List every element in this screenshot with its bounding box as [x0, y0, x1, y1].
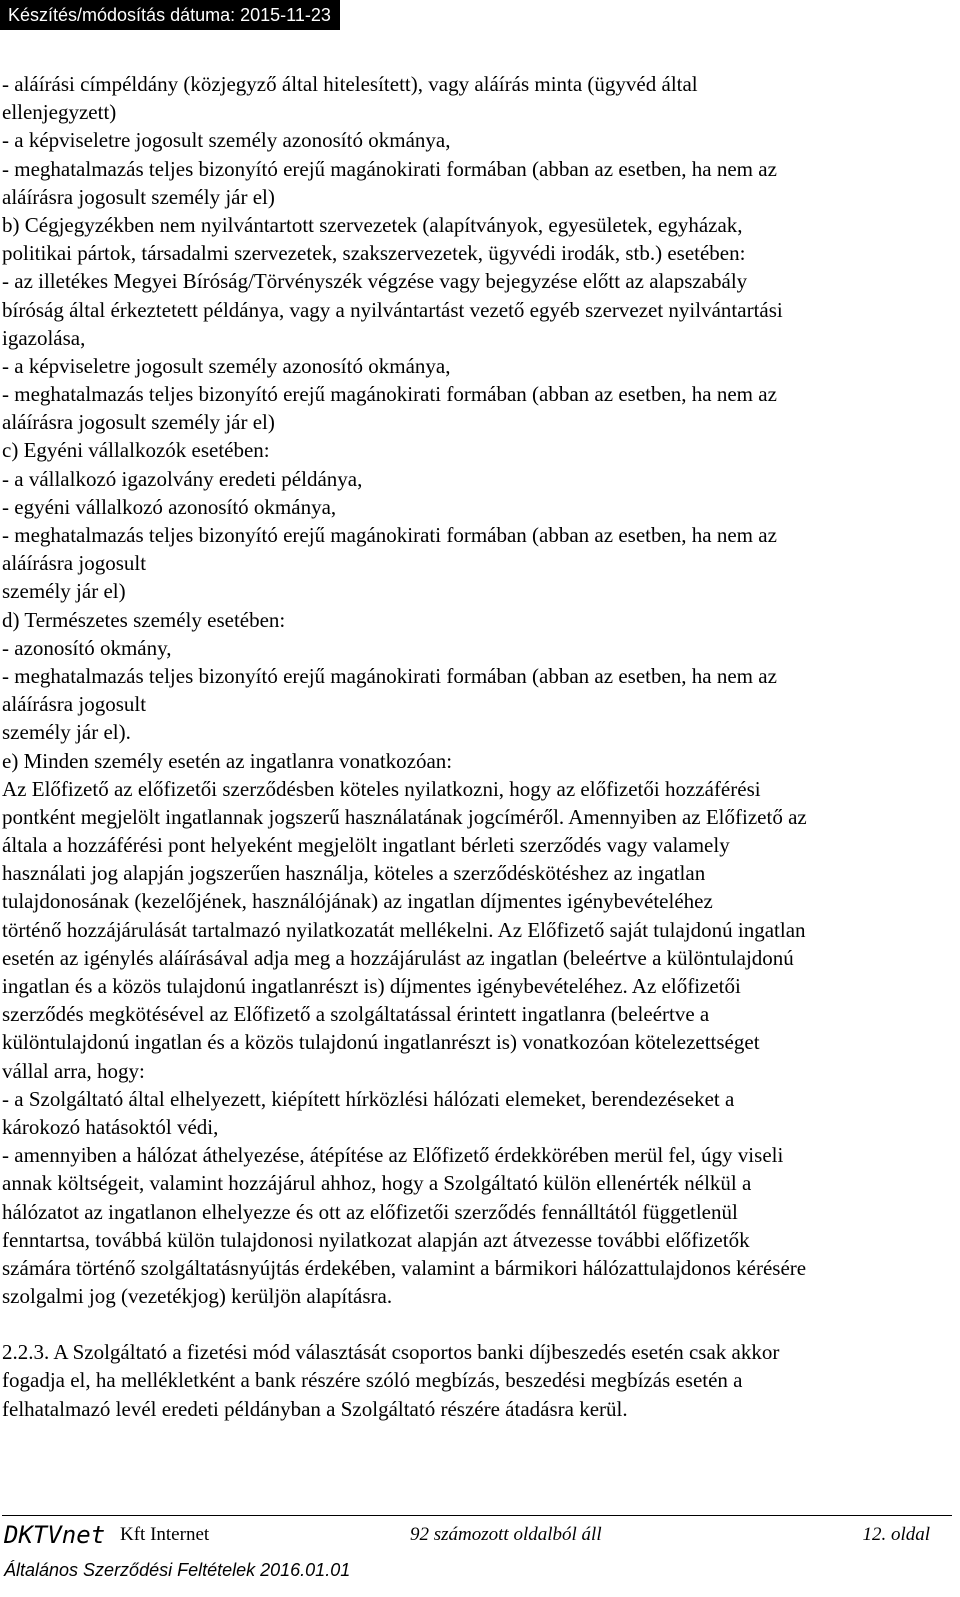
text-line: pontként megjelölt ingatlannak jogszerű használatának jogcíméről. Amennyiben az Előfizető az: [2, 804, 807, 829]
text-line: - a képviseletre jogosult személy azonosító okmánya,: [2, 128, 451, 153]
text-line: aláírásra jogosult: [2, 551, 147, 576]
text-line: esetén az igénylés aláírásával adja meg a hozzájárulást az ingatlan (beleértve a különtulajdonú: [2, 945, 794, 970]
text-line: annak költségeit, valamint hozzájárul ahhoz, hogy a Szolgáltató külön ellenérték nélkül a: [2, 1171, 752, 1196]
footer-divider: [2, 1515, 952, 1516]
text-line: igazolása,: [2, 325, 86, 350]
text-line: - meghatalmazás teljes bizonyító erejű magánokirati formában (abban az esetben, ha nem az: [2, 382, 777, 407]
text-line: - egyéni vállalkozó azonosító okmánya,: [2, 494, 337, 519]
brand-logo-text: DKTVnet: [4, 1521, 106, 1549]
text-line: különtulajdonú ingatlan és a közös tulajdonú ingatlanrészt is) vonatkozóan kötelezettséget: [2, 1030, 760, 1055]
text-line: személy jár el): [2, 579, 126, 604]
text-line: c) Egyéni vállalkozók esetében:: [2, 438, 270, 463]
page-count-label: 92 számozott oldalból áll: [410, 1524, 602, 1545]
text-line: - meghatalmazás teljes bizonyító erejű magánokirati formában (abban az esetben, ha nem az: [2, 663, 777, 688]
text-line: 2.2.3. A Szolgáltató a fizetési mód választását csoportos banki díjbeszedés esetén csak akkor: [2, 1340, 780, 1365]
text-line: számára történő szolgáltatásnyújtás érdekében, valamint a bármikori hálózattulajdonos kérésére: [2, 1255, 807, 1280]
text-line: d) Természetes személy esetében:: [2, 607, 286, 632]
text-line: Az Előfizető az előfizetői szerződésben köteles nyilatkozni, hogy az előfizetői hozzáférési: [2, 776, 761, 801]
paragraph-spacer: [2, 1310, 954, 1338]
text-line: történő hozzájárulását tartalmazó nyilatkozatát mellékelni. Az Előfizető saját tulajdonú ingatlan: [2, 917, 806, 942]
text-line: - meghatalmazás teljes bizonyító erejű magánokirati formában (abban az esetben, ha nem az: [2, 156, 777, 181]
text-line: tulajdonosának (kezelőjének, használójának) az ingatlan díjmentes igénybevételéhez: [2, 889, 713, 914]
company-label: Kft Internet: [120, 1524, 210, 1545]
text-line: vállal arra, hogy:: [2, 1058, 145, 1083]
page-number: 12. oldal: [862, 1524, 930, 1545]
text-line: aláírásra jogosult: [2, 692, 147, 717]
text-line: hálózatot az ingatlanon elhelyezze és ott az előfizetői szerződés fennálltától függetlenül: [2, 1199, 738, 1224]
text-line: - amennyiben a hálózat áthelyezése, átépítése az Előfizető érdekkörében merül fel, úgy viseli: [2, 1143, 784, 1168]
text-line: szolgalmi jog (vezetékjog) kerüljön alapításra.: [2, 1284, 393, 1309]
text-line: - meghatalmazás teljes bizonyító erejű magánokirati formában (abban az esetben, ha nem az: [2, 523, 777, 547]
text-line: szerződés megkötésével az Előfizető a szolgáltatással érintett ingatlanra (beleértve a: [2, 1002, 710, 1027]
document-body: [2, 70, 954, 1423]
text-line: - a képviseletre jogosult személy azonosító okmánya,: [2, 353, 451, 378]
creation-date-banner: Készítés/módosítás dátuma: 2015-11-23: [0, 0, 340, 30]
text-line: politikai pártok, társadalmi szervezetek, szakszervezetek, ügyvédi irodák, stb.) esetében:: [2, 241, 746, 266]
text-line: fogadja el, ha mellékletként a bank részére szóló megbízás, beszedési megbízás esetén a: [2, 1368, 743, 1393]
text-line: aláírásra jogosult személy jár el): [2, 184, 275, 209]
text-line: fenntartsa, továbbá külön tulajdonosi nyilatkozat alapján azt átvezesse további előfizetők: [2, 1227, 750, 1252]
text-line: bíróság által érkeztetett példánya, vagy a nyilvántartást vezető egyéb szervezet nyilvántartási: [2, 297, 783, 322]
text-line: - azonosító okmány,: [2, 635, 172, 660]
page-footer: [0, 1518, 960, 1552]
document-title-footer: Általános Szerződési Feltételek 2016.01.01: [4, 1560, 351, 1580]
text-line: aláírásra jogosult személy jár el): [2, 410, 275, 435]
text-line: használati jog alapján jogszerűen használja, köteles a szerződéskötéshez az ingatlan: [2, 861, 706, 886]
paragraph-section-2-2-3: [2, 1338, 954, 1423]
text-line: ellenjegyzett): [2, 100, 117, 125]
text-line: - az illetékes Megyei Bíróság/Törvényszék végzése vagy bejegyzése előtt az alapszabály: [2, 269, 748, 294]
text-line: személy jár el).: [2, 720, 131, 745]
paragraph-requirements: [2, 70, 954, 1310]
text-line: - aláírási címpéldány (közjegyző által hitelesített), vagy aláírás minta (ügyvéd által: [2, 72, 698, 96]
text-line: b) Cégjegyzékben nem nyilvántartott szervezetek (alapítványok, egyesületek, egyházak,: [2, 212, 743, 237]
text-line: e) Minden személy esetén az ingatlanra vonatkozóan:: [2, 748, 453, 773]
text-line: általa a hozzáférési pont helyeként megjelölt ingatlant bérleti szerződés vagy valamely: [2, 833, 730, 858]
text-line: felhatalmazó levél eredeti példányban a Szolgáltató részére átadásra kerül.: [2, 1396, 628, 1421]
text-line: - a vállalkozó igazolvány eredeti példánya,: [2, 466, 363, 491]
text-line: károkozó hatásoktól védi,: [2, 1114, 219, 1139]
text-line: ingatlan és a közös tulajdonú ingatlanrészt is) díjmentes igénybevételéhez. Az előfizetői: [2, 974, 741, 998]
text-line: - a Szolgáltató által elhelyezett, kiépített hírközlési hálózati elemeket, berendezéseket a: [2, 1086, 735, 1111]
